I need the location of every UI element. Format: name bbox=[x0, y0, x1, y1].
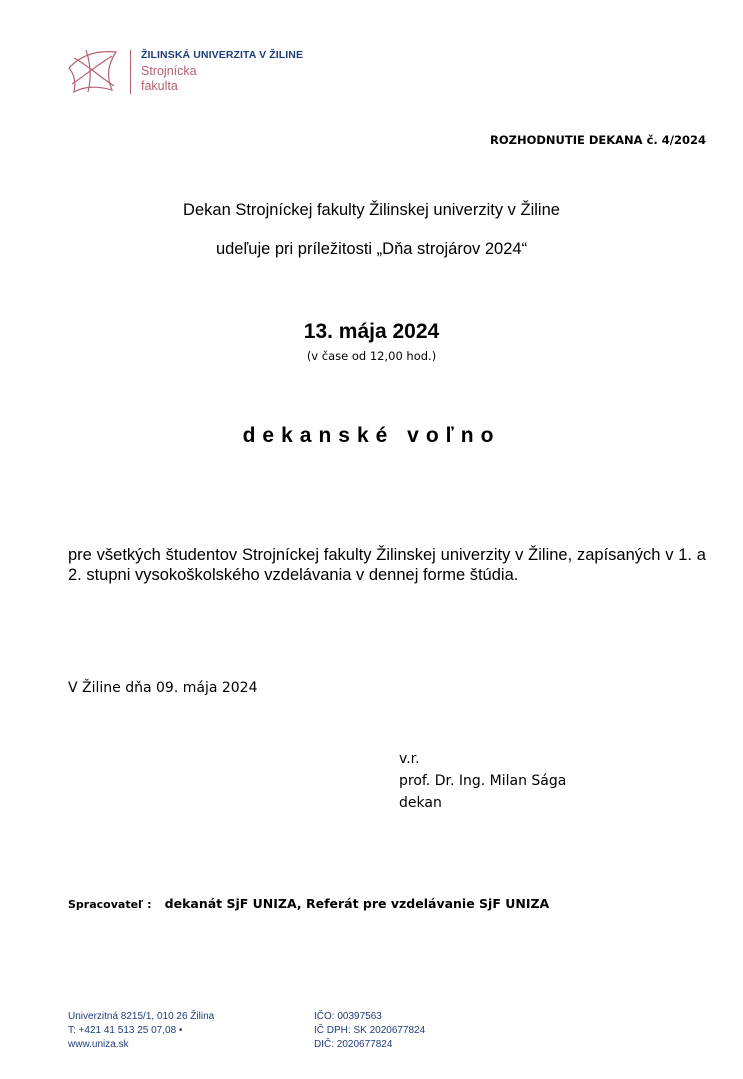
signatory-role: dekan bbox=[399, 795, 442, 811]
intro-line-2: udeľuje pri príležitosti „Dňa strojárov 2024“ bbox=[215, 240, 528, 258]
logo-divider bbox=[130, 50, 131, 94]
signatory-name: prof. Dr. Ing. Milan Sága bbox=[399, 773, 567, 789]
signature-vr: v.r. bbox=[399, 751, 420, 767]
footer-phone: T: +421 41 513 25 07,08 • bbox=[68, 1025, 183, 1036]
signature-block bbox=[399, 748, 566, 814]
footer-address: Univerzitná 8215/1, 010 26 Žilina bbox=[68, 1011, 215, 1022]
intro-line-1: Dekan Strojníckej fakulty Žilinskej univerzity v Žiline bbox=[183, 201, 560, 219]
event-time-note: (v čase od 12,00 hod.) bbox=[306, 349, 437, 363]
footer-ic-dph: IČ DPH: SK 2020677824 bbox=[314, 1025, 426, 1036]
processor-value: dekanát SjF UNIZA, Referát pre vzdelávanie SjF UNIZA bbox=[164, 896, 550, 911]
faculty-name-line1: Strojnícka bbox=[141, 64, 197, 78]
place-and-date: V Žiline dňa 09. mája 2024 bbox=[68, 680, 258, 696]
processor-label: Spracovateľ : bbox=[68, 898, 152, 911]
faculty-name-line2: fakulta bbox=[141, 79, 178, 93]
document-title: dekanské voľno bbox=[242, 424, 501, 447]
footer-web-link[interactable]: www.uniza.sk bbox=[68, 1039, 129, 1050]
body-paragraph: pre všetkých študentov Strojníckej fakulty Žilinskej univerzity v Žiline, zapísaných v 1. a 2. stupni vysokoškolského vzdelávania v dennej forme štúdia. bbox=[68, 546, 706, 584]
footer-ico: IČO: 00397563 bbox=[314, 1011, 382, 1022]
uniza-logo-icon bbox=[66, 46, 122, 96]
university-name: ŽILINSKÁ UNIVERZITA V ŽILINE bbox=[141, 49, 304, 61]
footer-dic: DIČ: 2020677824 bbox=[314, 1039, 393, 1050]
event-date: 13. mája 2024 bbox=[303, 320, 440, 343]
decision-number: ROZHODNUTIE DEKANA č. 4/2024 bbox=[489, 133, 706, 147]
footer-contact bbox=[68, 1010, 214, 1052]
processor-line bbox=[68, 893, 549, 912]
footer-ids bbox=[314, 1010, 425, 1052]
